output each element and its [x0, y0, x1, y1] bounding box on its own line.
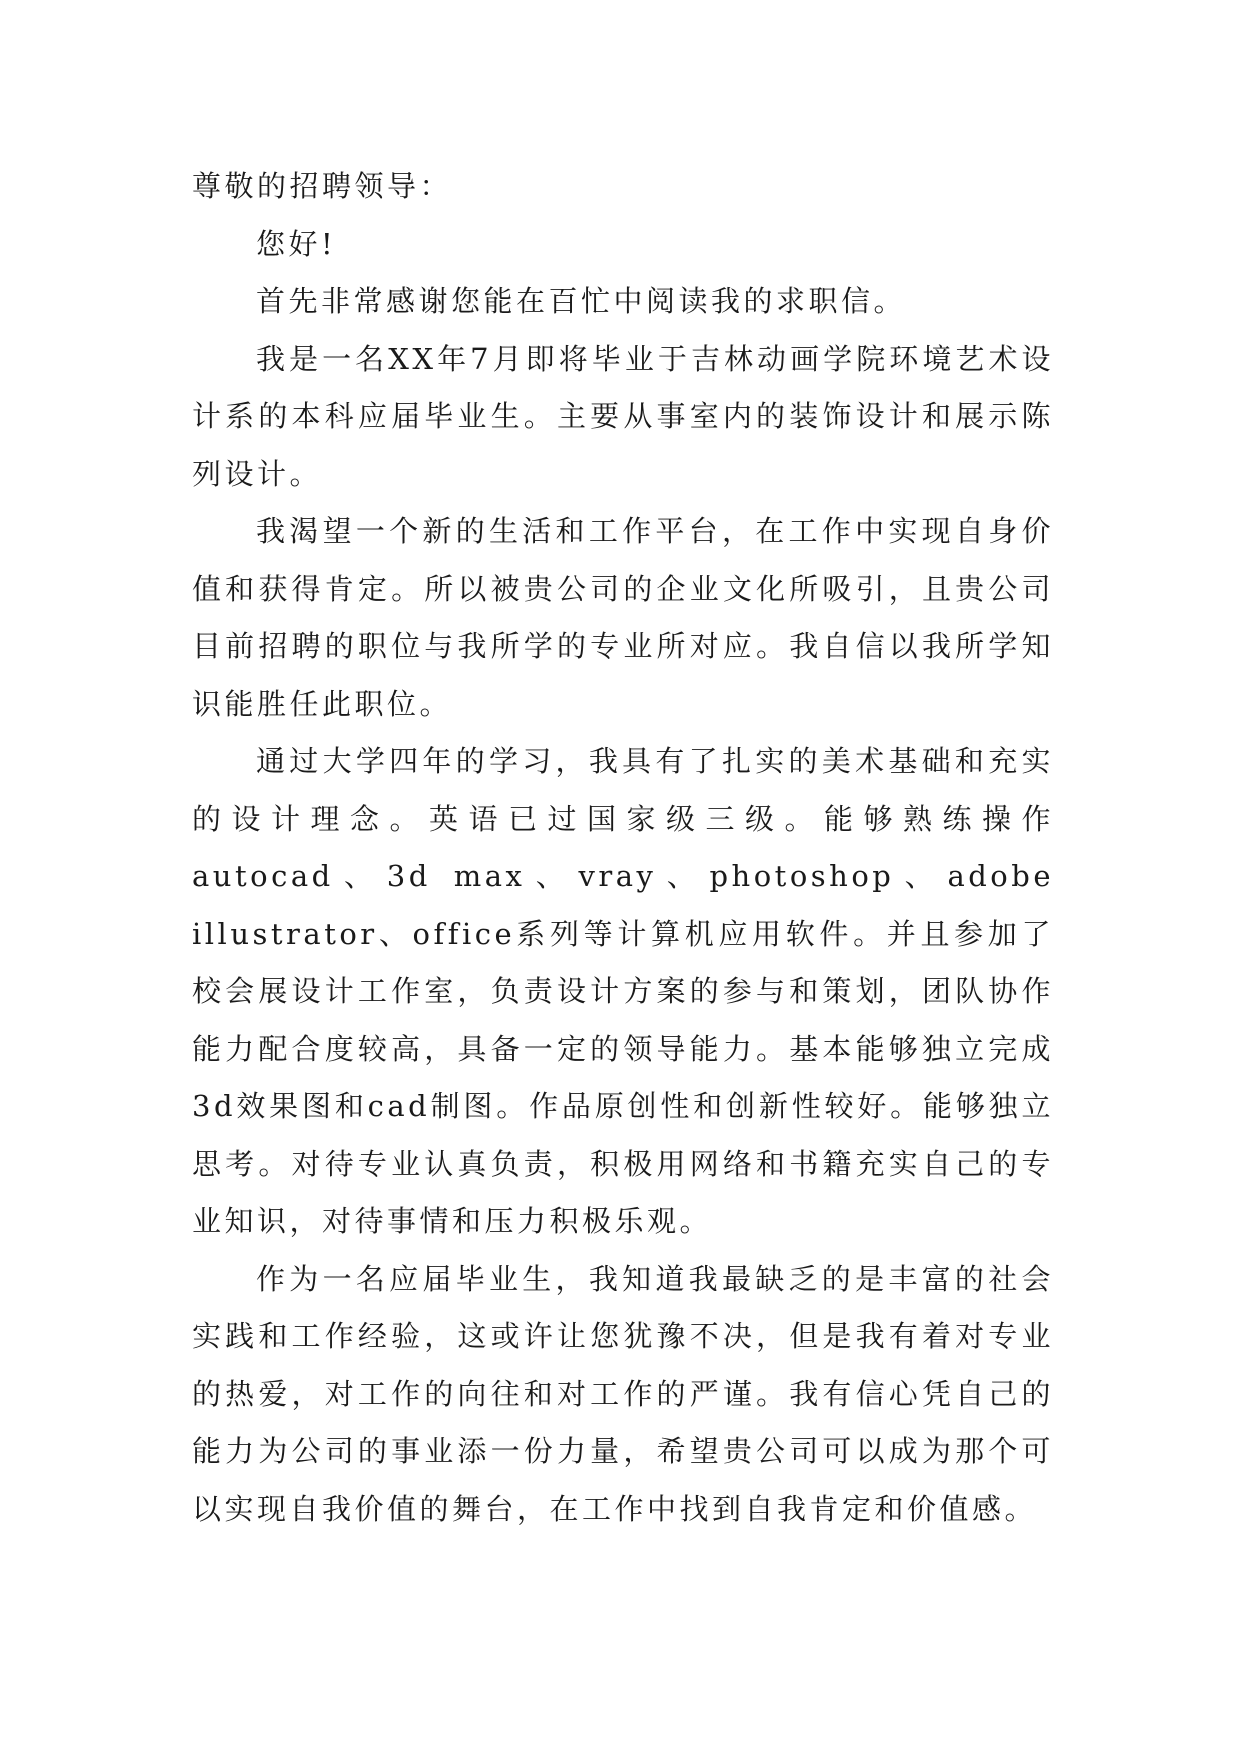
letter-greeting: 您好! — [256, 226, 337, 261]
cover-letter — [192, 158, 1054, 1538]
letter-salutation: 尊敬的招聘领导： — [192, 169, 453, 203]
letter-paragraph-closing: 作为一名应届毕业生，我知道我最缺乏的是丰富的社会实践和工作经验，这或许让您犹豫不决，但是我有着对专业的热爱，对工作的向往和对工作的严谨。我有信心凭自己的能力为公司的事业添一份力量，希望贵公司可以成为那个可以实现自我价值的舞台，在工作中找到自我肯定和价值感。 — [192, 1261, 1054, 1526]
letter-paragraph-motivation: 我渴望一个新的生活和工作平台，在工作中实现自身价值和获得肯定。所以被贵公司的企业文化所吸引，且贵公司目前招聘的职位与我所学的专业所对应。我自信以我所学知识能胜任此职位。 — [192, 514, 1054, 721]
letter-paragraph-skills: 通过大学四年的学习，我具有了扎实的美术基础和充实的设计理念。英语已过国家级三级。能够熟练操作autocad、3d max、vray、photoshop、adobe illustrator、office系列等计算机应用软件。并且参加了校会展设计工作室，负责设计方案的参与和策划，团队协作能力配合度较高，具备一定的领导能力。基本能够独立完成3d效果图和cad制图。作品原创性和创新性较好。能够独立思考。对待专业认真负责，积极用网络和书籍充实自己的专业知识，对待事情和压力积极乐观。 — [192, 744, 1054, 1238]
letter-paragraph-introduction: 我是一名XX年7月即将毕业于吉林动画学院环境艺术设计系的本科应届毕业生。主要从事室内的装饰设计和展示陈列设计。 — [192, 341, 1054, 491]
letter-paragraph-thanks: 首先非常感谢您能在百忙中阅读我的求职信。 — [256, 284, 907, 318]
